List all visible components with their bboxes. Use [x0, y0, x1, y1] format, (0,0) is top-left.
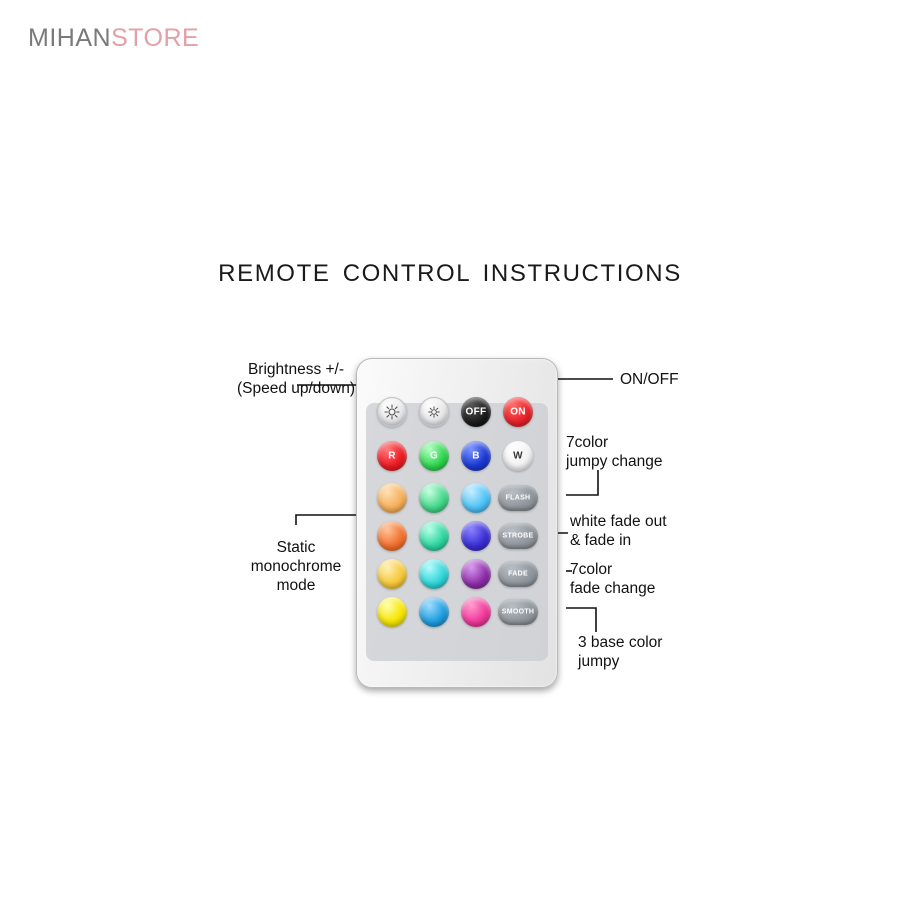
color-button-green[interactable]	[419, 441, 449, 471]
brightness-up-button[interactable]	[377, 397, 407, 427]
page-title: REMOTE CONTROL INSTRUCTIONS	[218, 260, 682, 287]
brightness-down-button[interactable]	[419, 397, 449, 427]
annotation-static-mode-line2: monochrome	[250, 558, 342, 575]
bulb-icon	[427, 405, 441, 419]
brand-name-secondary: STORE	[111, 24, 200, 52]
annotation-smooth	[578, 633, 662, 671]
smooth-button[interactable]	[498, 599, 538, 625]
color-button[interactable]	[377, 597, 407, 627]
annotation-7color-jumpy	[566, 433, 663, 471]
annotation-strobe	[570, 512, 667, 550]
annotation-brightness-line1: Brightness +/-	[247, 361, 345, 378]
annotation-smooth-line1: 3 base color	[578, 634, 663, 651]
color-button[interactable]	[419, 559, 449, 589]
annotation-fade-line2: fade change	[570, 580, 656, 597]
annotation-fade-line1: 7color	[570, 561, 613, 578]
color-button-label: B	[472, 450, 480, 462]
color-button[interactable]	[461, 521, 491, 551]
mode-button-label: FLASH	[505, 494, 531, 502]
color-button[interactable]	[377, 483, 407, 513]
annotation-brightness-line2: (Speed up/down)	[236, 380, 356, 397]
annotation-static-mode	[206, 538, 386, 595]
mode-button-label: SMOOTH	[501, 608, 535, 616]
color-button[interactable]	[419, 483, 449, 513]
bulb-icon	[384, 404, 400, 420]
color-button[interactable]	[461, 483, 491, 513]
flash-button[interactable]	[498, 485, 538, 511]
strobe-button[interactable]	[498, 523, 538, 549]
fade-button[interactable]	[498, 561, 538, 587]
annotation-fade	[570, 560, 655, 598]
color-button-label: G	[429, 450, 439, 462]
off-button-label: OFF	[465, 406, 487, 418]
color-button[interactable]	[419, 521, 449, 551]
color-button-label: W	[513, 450, 523, 462]
color-button-white[interactable]	[503, 441, 533, 471]
color-button-red[interactable]	[377, 441, 407, 471]
annotation-brightness	[186, 360, 406, 398]
color-button-blue[interactable]	[461, 441, 491, 471]
annotation-static-mode-line1: Static	[276, 539, 316, 556]
mode-button-label: STROBE	[502, 532, 534, 540]
color-button[interactable]	[419, 597, 449, 627]
annotation-7color-jumpy-line2: jumpy change	[566, 453, 663, 470]
brand-name-primary: MIHAN	[28, 24, 112, 52]
annotation-smooth-line2: jumpy	[578, 653, 620, 670]
brand-logo	[28, 24, 199, 53]
on-button-label: ON	[510, 406, 526, 418]
annotation-strobe-line1: white fade out	[570, 513, 667, 530]
color-button-label: R	[388, 450, 396, 462]
annotation-onoff: ON/OFF	[620, 371, 679, 388]
annotation-static-mode-line3: mode	[276, 577, 316, 594]
color-button[interactable]	[461, 597, 491, 627]
on-button[interactable]	[503, 397, 533, 427]
remote-control-body	[356, 358, 558, 688]
color-button[interactable]	[461, 559, 491, 589]
off-button[interactable]	[461, 397, 491, 427]
annotation-7color-jumpy-line1: 7color	[566, 434, 609, 451]
mode-button-label: FADE	[508, 570, 528, 578]
annotation-strobe-line2: & fade in	[570, 532, 632, 549]
